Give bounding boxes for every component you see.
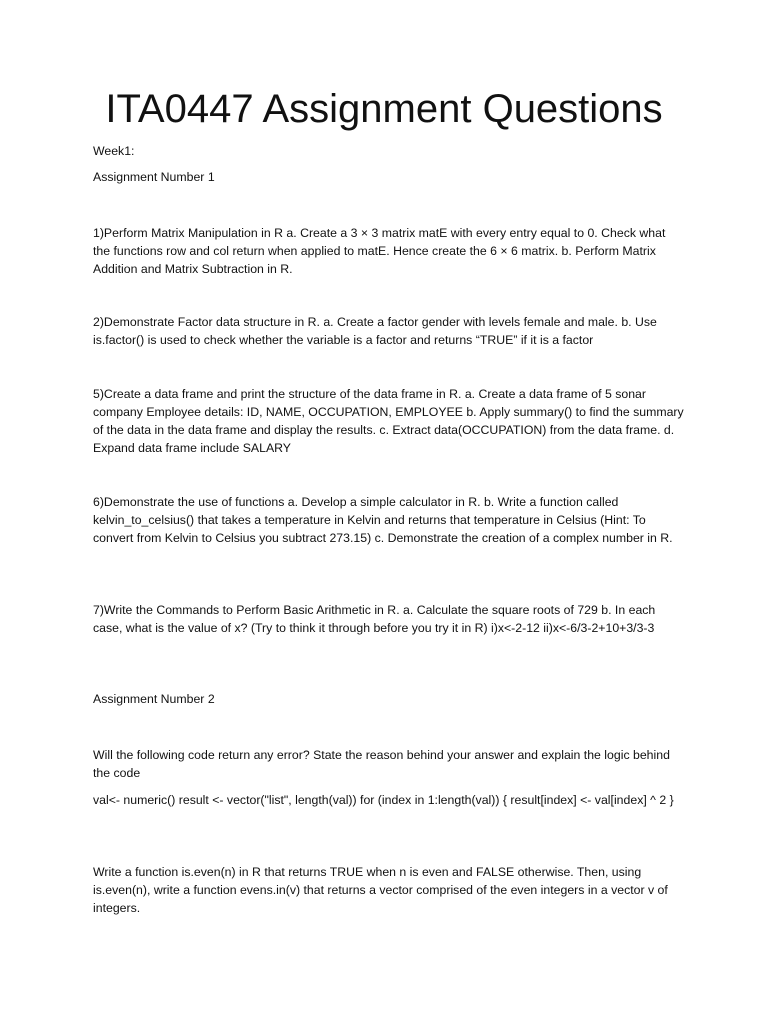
code-snippet: val<- numeric() result <- vector("list", length(val)) for (index in 1:length(val)) { result[index] <- val[index] ^ 2 } (93, 793, 674, 807)
week-label: Week1: (93, 144, 135, 158)
question-5: 5)Create a data frame and print the structure of the data frame in R. a. Create a data frame of 5 sonar company Employee details: ID, NAME, OCCUPATION, EMPLOYEE b. Apply summary() to find the summary of the data in the data frame and display the results. c. Extract data(OCCUPATION) from the data frame. d. Expand data frame include SALARY (93, 387, 684, 455)
question-is-even: Write a function is.even(n) in R that returns TRUE when n is even and FALSE otherwise. Then, using is.even(n), write a function evens.in(v) that returns a vector comprised of the even integers in a vector v of integers. (93, 865, 668, 915)
assignment-1-heading: Assignment Number 1 (93, 170, 215, 184)
question-1: 1)Perform Matrix Manipulation in R a. Create a 3 × 3 matrix matE with every entry equal to 0. Check what the functions row and col return when applied to matE. Hence create the 6 × 6 matrix. b. Perform Matrix Addition and Matrix Subtraction in R. (93, 226, 666, 276)
question-2: 2)Demonstrate Factor data structure in R. a. Create a factor gender with levels female and male. b. Use is.factor() is used to check whether the variable is a factor and returns “TRUE” if it is a factor (93, 315, 657, 347)
assignment-2-heading: Assignment Number 2 (93, 692, 215, 706)
question-code-error: Will the following code return any error? State the reason behind your answer and explain the logic behind the code (93, 748, 670, 780)
question-6: 6)Demonstrate the use of functions a. Develop a simple calculator in R. b. Write a function called kelvin_to_celsius() that takes a temperature in Kelvin and returns that temperature in Celsius (Hint: To convert from Kelvin to Celsius you subtract 273.15) c. Demonstrate the creation of a complex number in R. (93, 495, 673, 545)
document-title: ITA0447 Assignment Questions (105, 86, 663, 131)
question-7: 7)Write the Commands to Perform Basic Arithmetic in R. a. Calculate the square roots of 729 b. In each case, what is the value of x? (Try to think it through before you try it in R) i)x<-2-12 ii)x<-6/3-2+10+3/3-3 (93, 603, 656, 635)
